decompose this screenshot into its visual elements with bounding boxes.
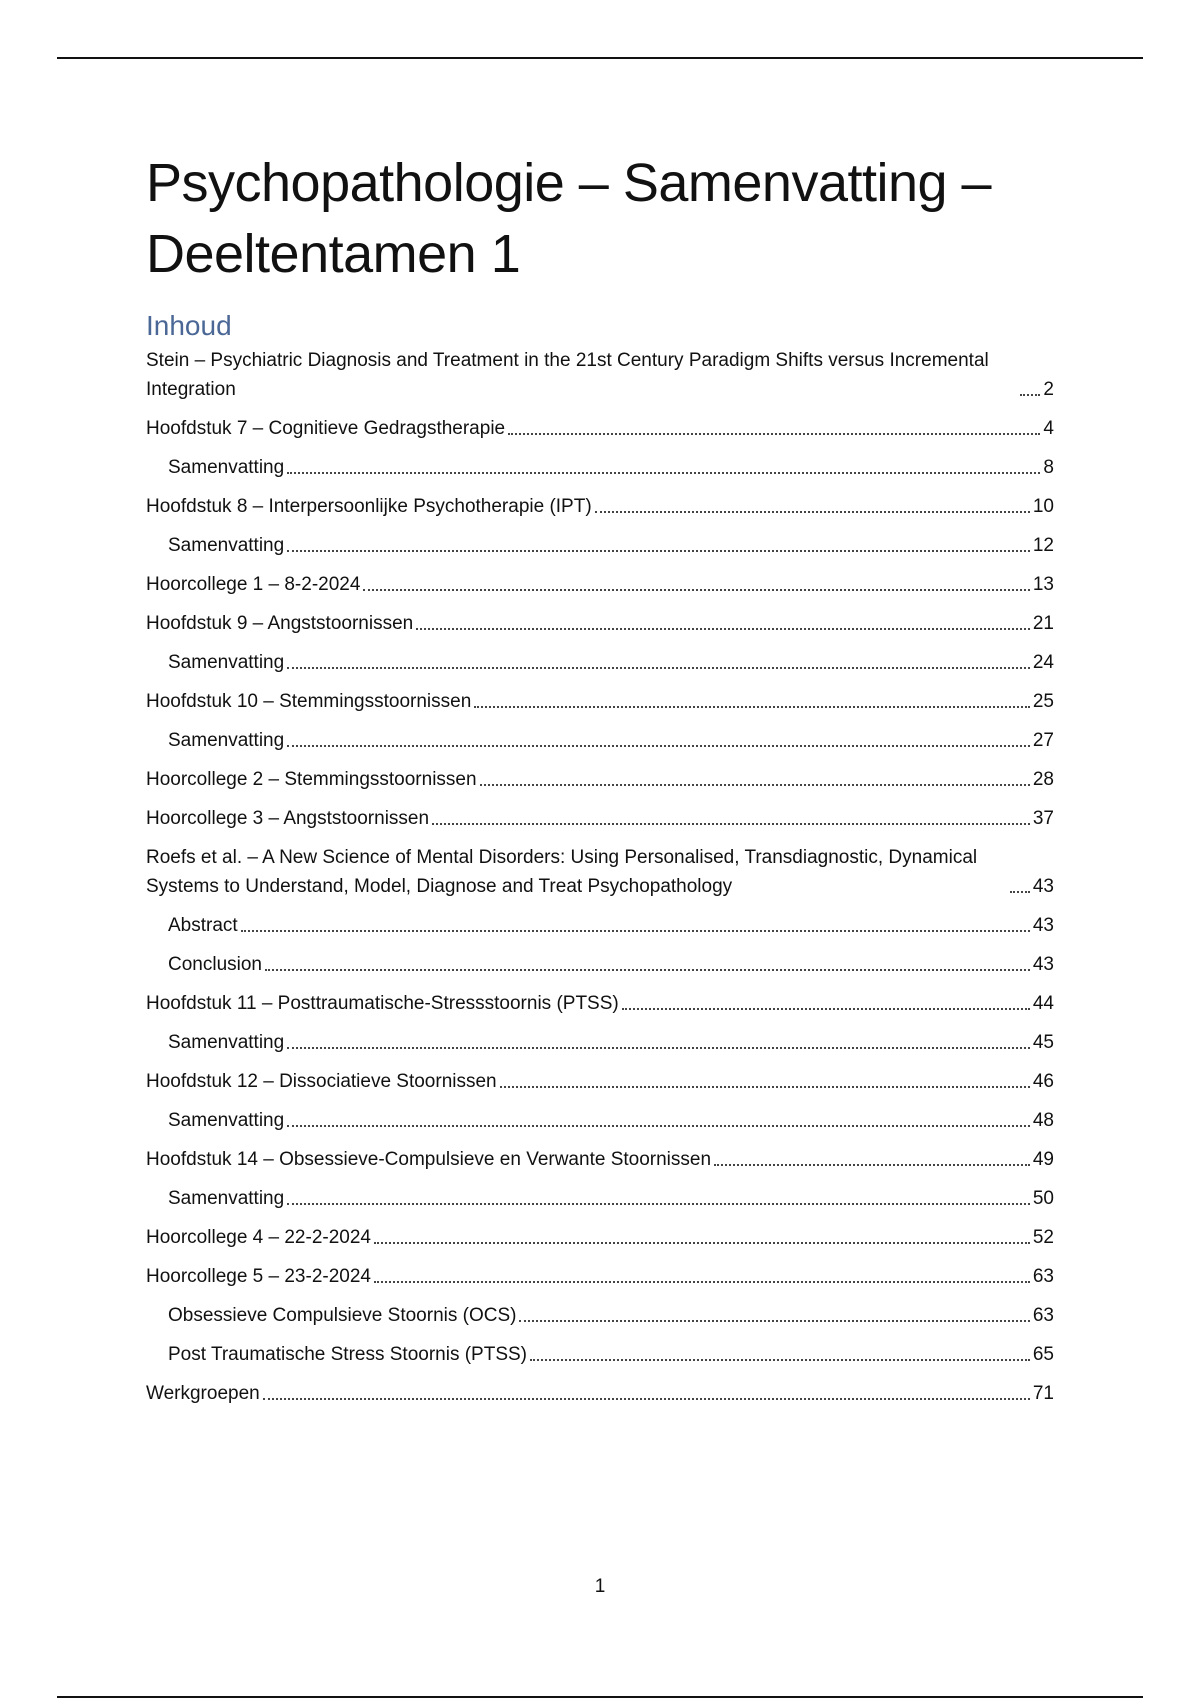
toc-leader-dots (374, 1281, 1030, 1283)
toc-leader-dots (287, 1203, 1030, 1205)
toc-entry-page[interactable]: 65 (1032, 1344, 1054, 1365)
toc-leader-dots (287, 1125, 1030, 1127)
toc-entry-page[interactable]: 28 (1032, 769, 1054, 790)
toc-entry-page[interactable]: 10 (1032, 496, 1054, 517)
toc-entry-page[interactable]: 21 (1032, 613, 1054, 634)
toc-entry-title[interactable]: Hoorcollege 1 – 8-2-2024 (146, 574, 361, 595)
toc-entry[interactable] (146, 950, 1054, 979)
toc-entry[interactable] (146, 989, 1054, 1018)
toc-entry-title[interactable]: Samenvatting (168, 1110, 285, 1131)
toc-entry-page[interactable]: 2 (1043, 379, 1054, 400)
toc-entry-page[interactable]: 25 (1032, 691, 1054, 712)
toc-entry-title[interactable]: Werkgroepen (146, 1383, 260, 1404)
toc-leader-dots (714, 1164, 1030, 1166)
toc-leader-dots (287, 550, 1030, 552)
toc-entry-page[interactable]: 44 (1032, 993, 1054, 1014)
toc-entry-title[interactable]: Stein – Psychiatric Diagnosis and Treatment in the 21st Century Paradigm Shifts versus Incremental Integration (146, 350, 989, 400)
toc-leader-dots (530, 1359, 1030, 1361)
toc-entry-page[interactable]: 43 (1032, 915, 1054, 936)
toc-entry[interactable] (146, 414, 1054, 443)
toc-entry-page[interactable]: 27 (1032, 730, 1054, 751)
toc-entry[interactable] (146, 492, 1054, 521)
toc-entry-page[interactable]: 43 (1032, 876, 1054, 897)
toc-leader-dots (480, 784, 1030, 786)
toc-entry-page[interactable]: 52 (1032, 1227, 1054, 1248)
toc-leader-dots (595, 511, 1030, 513)
toc-entry[interactable] (146, 1106, 1054, 1135)
toc-entry-title[interactable]: Samenvatting (168, 730, 285, 751)
toc-entry[interactable] (146, 570, 1054, 599)
toc-entry[interactable] (146, 1262, 1054, 1291)
toc-entry[interactable] (146, 1301, 1054, 1330)
toc-entry-title[interactable]: Roefs et al. – A New Science of Mental Disorders: Using Personalised, Transdiagnostic, Dynamical Systems to Understand, Model, Diagnose and Treat Psychopathology (146, 847, 978, 897)
toc-leader-dots (622, 1008, 1030, 1010)
toc-entry[interactable] (146, 843, 1054, 901)
toc-leader-dots (500, 1086, 1030, 1088)
toc-entry-page[interactable]: 63 (1032, 1266, 1054, 1287)
toc-entry[interactable] (146, 531, 1054, 560)
toc-entry-title[interactable]: Hoorcollege 3 – Angststoornissen (146, 808, 430, 829)
toc-entry-title[interactable]: Samenvatting (168, 535, 285, 556)
toc-entry-title[interactable]: Samenvatting (168, 652, 285, 673)
toc-entry[interactable] (146, 804, 1054, 833)
toc-entry[interactable] (146, 1184, 1054, 1213)
toc-leader-dots (508, 433, 1040, 435)
toc-heading: Inhoud (146, 310, 232, 341)
toc-entry-page[interactable]: 12 (1032, 535, 1054, 556)
toc-entry-page[interactable]: 63 (1032, 1305, 1054, 1326)
toc-entry-title[interactable]: Hoorcollege 2 – Stemmingsstoornissen (146, 769, 477, 790)
toc-entry-title[interactable]: Hoofdstuk 10 – Stemmingsstoornissen (146, 691, 472, 712)
toc-entry-page[interactable]: 48 (1032, 1110, 1054, 1131)
toc-entry-page[interactable]: 4 (1043, 418, 1054, 439)
toc-leader-dots (416, 628, 1030, 630)
toc-entry[interactable] (146, 1223, 1054, 1252)
toc-entry-title[interactable]: Hoofdstuk 14 – Obsessieve-Compulsieve en Verwante Stoornissen (146, 1149, 712, 1170)
toc-entry-title[interactable]: Hoorcollege 4 – 22-2-2024 (146, 1227, 371, 1248)
toc-entry[interactable] (146, 1145, 1054, 1174)
toc-leader-dots (1010, 891, 1030, 893)
toc-entry-title[interactable]: Hoofdstuk 8 – Interpersoonlijke Psychotherapie (IPT) (146, 496, 592, 517)
toc-entry[interactable] (146, 911, 1054, 940)
toc-leader-dots (287, 1047, 1030, 1049)
toc-entry[interactable] (146, 346, 1054, 404)
bottom-rule (57, 1696, 1143, 1698)
toc-entry-page[interactable]: 49 (1032, 1149, 1054, 1170)
toc-entry[interactable] (146, 765, 1054, 794)
toc-entry-title[interactable]: Samenvatting (168, 1188, 285, 1209)
toc-leader-dots (474, 706, 1030, 708)
toc-entry-page[interactable]: 50 (1032, 1188, 1054, 1209)
toc-entry-title[interactable]: Obsessieve Compulsieve Stoornis (OCS) (168, 1305, 517, 1326)
toc-entry[interactable] (146, 687, 1054, 716)
toc-leader-dots (287, 667, 1030, 669)
toc-leader-dots (519, 1320, 1029, 1322)
toc-entry-page[interactable]: 46 (1032, 1071, 1054, 1092)
toc-entry[interactable] (146, 609, 1054, 638)
toc-leader-dots (241, 930, 1030, 932)
page-number: 1 (594, 1576, 606, 1597)
toc-entry-page[interactable]: 37 (1032, 808, 1054, 829)
toc-leader-dots (287, 472, 1040, 474)
toc-entry[interactable] (146, 1067, 1054, 1096)
toc-leader-dots (263, 1398, 1030, 1400)
toc-entry-title[interactable]: Hoofdstuk 12 – Dissociatieve Stoornissen (146, 1071, 497, 1092)
toc-entry[interactable] (146, 453, 1054, 482)
toc-entry-title[interactable]: Hoofdstuk 7 – Cognitieve Gedragstherapie (146, 418, 506, 439)
toc-entry[interactable] (146, 1028, 1054, 1057)
toc-entry-page[interactable]: 45 (1032, 1032, 1054, 1053)
top-rule (57, 57, 1143, 59)
toc-leader-dots (432, 823, 1030, 825)
toc-entry-title[interactable]: Post Traumatische Stress Stoornis (PTSS) (168, 1344, 528, 1365)
toc-entry-page[interactable]: 24 (1032, 652, 1054, 673)
toc-entry-title[interactable]: Hoofdstuk 11 – Posttraumatische-Stressstoornis (PTSS) (146, 993, 619, 1014)
toc-leader-dots (287, 745, 1030, 747)
toc-leader-dots (363, 589, 1029, 591)
toc-entry[interactable] (146, 1379, 1054, 1408)
toc-entry[interactable] (146, 1340, 1054, 1369)
toc-entry-page[interactable]: 43 (1032, 954, 1054, 975)
toc-entry-title[interactable]: Conclusion (168, 954, 262, 975)
toc-leader-dots (265, 969, 1030, 971)
toc-leader-dots (374, 1242, 1030, 1244)
document-title: Psychopathologie – Samenvatting – Deeltentamen 1 (146, 153, 992, 284)
toc-entry-page[interactable]: 71 (1032, 1383, 1054, 1404)
toc-entry-title[interactable]: Samenvatting (168, 457, 285, 478)
toc-entry-title[interactable]: Hoofdstuk 9 – Angststoornissen (146, 613, 414, 634)
toc-entry-title[interactable]: Abstract (168, 915, 238, 936)
toc-entry-title[interactable]: Hoorcollege 5 – 23-2-2024 (146, 1266, 371, 1287)
toc-entry[interactable] (146, 726, 1054, 755)
toc-entry[interactable] (146, 648, 1054, 677)
toc-entry-page[interactable]: 13 (1032, 574, 1054, 595)
toc-entry-page[interactable]: 8 (1043, 457, 1054, 478)
table-of-contents (146, 346, 1054, 1418)
toc-entry-title[interactable]: Samenvatting (168, 1032, 285, 1053)
toc-leader-dots (1020, 394, 1040, 396)
